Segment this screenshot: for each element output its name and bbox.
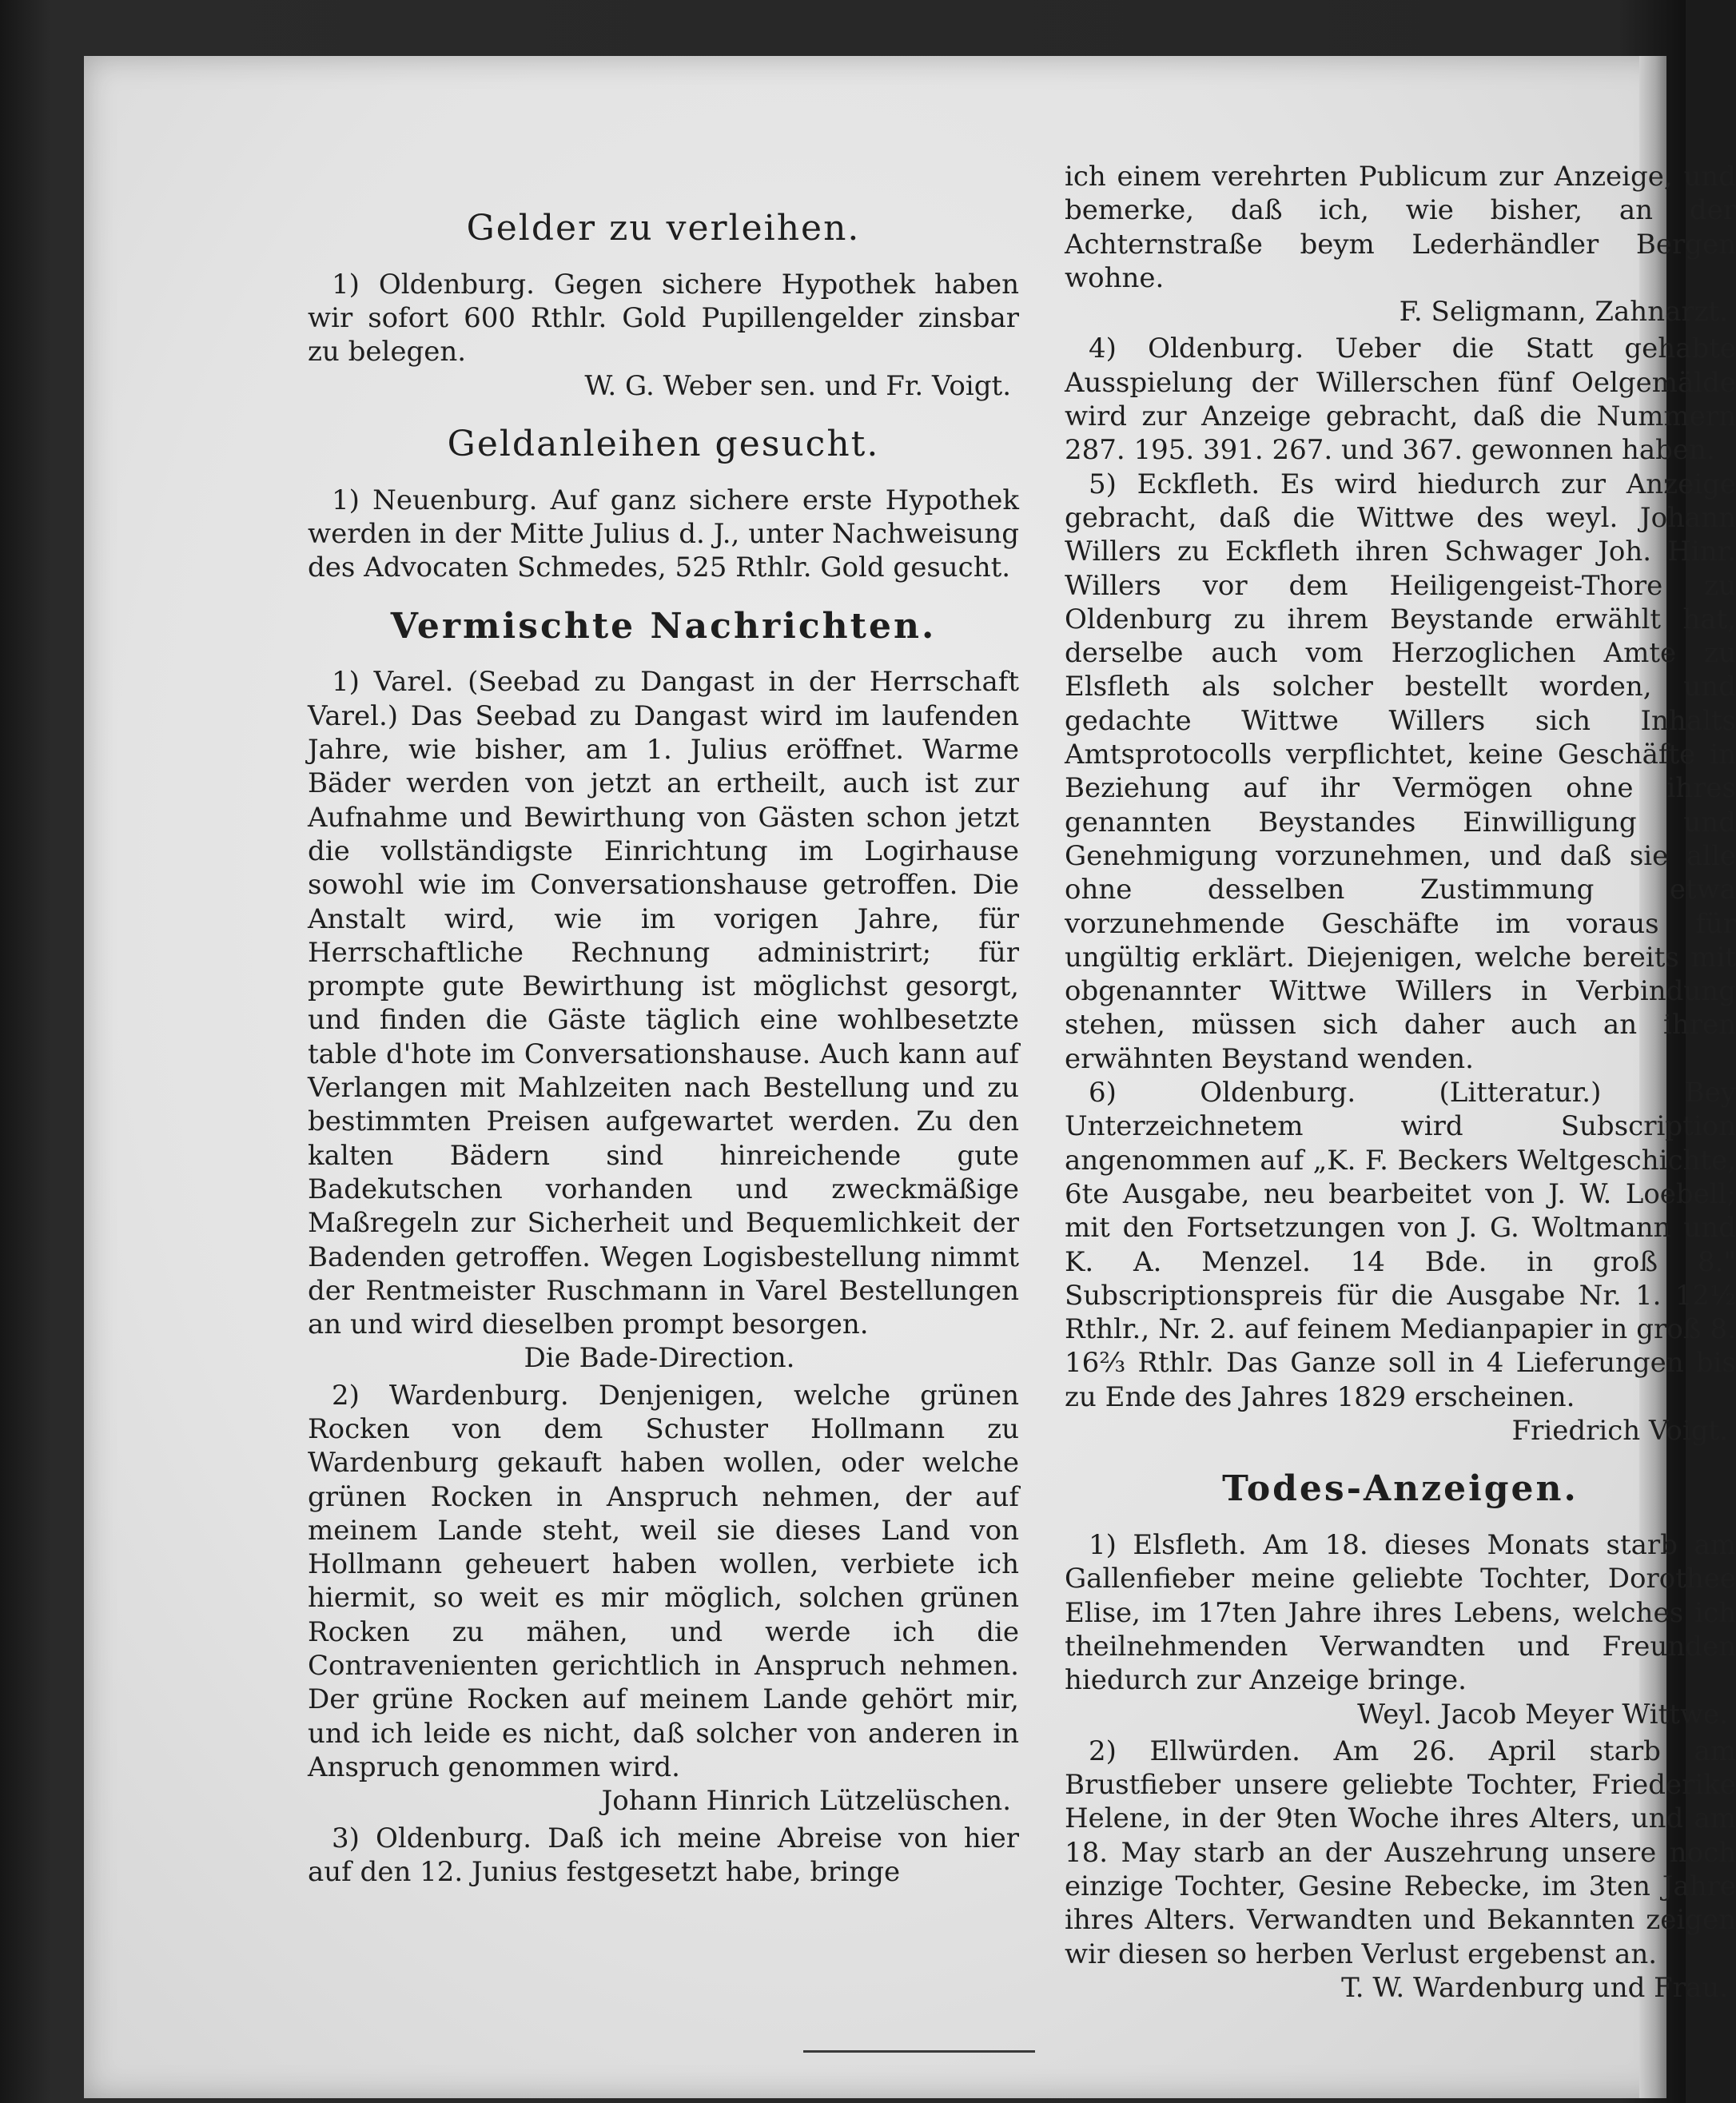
heading-todes-anzeigen: Todes-Anzeigen.	[1222, 1468, 1579, 1510]
signature-meyer-wittwe: Weyl. Jacob Meyer Wittwe.	[1357, 1698, 1728, 1731]
notice-elsfleth: 1) Elsfleth. Am 18. dieses Monats starb am Gallenfieber meine geliebte Tochter, Dorothee Elise, im 17ten Jahre ihres Lebens, welches ich theilnehmenden Verwandten und Freunden hiedurch zur Anzeige bringe.	[1065, 1529, 1736, 1697]
right-column	[1065, 160, 1736, 2008]
signature-friedrich-voigt: Friedrich Voigt.	[1511, 1414, 1728, 1447]
heading-gelder-zu-verleihen: Gelder zu verleihen.	[466, 208, 861, 249]
heading-geldanleihen-gesucht: Geldanleihen gesucht.	[447, 423, 880, 464]
signature-wardenburg: T. W. Wardenburg und Frau.	[1341, 1971, 1728, 2004]
notice-eckfleth: 5) Eckfleth. Es wird hiedurch zur Anzeige gebracht, daß die Wittwe des weyl. Johann Willers zu Eckfleth ihren Schwager Joh. Hinr. Willers vor dem Heiligengeist-Thore zu Oldenburg zu ihrem Beystande erwählt hat, derselbe auch vom Herzoglichen Amte zu Elsfleth als solcher bestellt worden, und gedachte Wittwe Willers sich Inhalts Amtsprotocolls verpflichtet, keine Geschäfte in Beziehung auf ihr Vermögen ohne ihres genannten Beystandes Einwilligung und Genehmigung vorzunehmen, und daß sie alle ohne desselben Zustimmung etwa vorzunehmende Geschäfte im voraus für ungültig erklärt. Diejenigen, welche bereits mit obgenannter Wittwe Willers in Verbindung stehen, müssen sich daher auch an ihren erwähnten Beystand wenden.	[1065, 468, 1736, 1075]
signature-bade-direction: Die Bade-Direction.	[524, 1342, 795, 1375]
closing-rule	[803, 2050, 1035, 2053]
signature-seligmann: F. Seligmann, Zahnarzt.	[1399, 296, 1728, 329]
newspaper-page	[84, 56, 1736, 2098]
signature-weber-voigt: W. G. Weber sen. und Fr. Voigt.	[584, 369, 1011, 402]
notice-ellwuerden: 2) Ellwürden. Am 26. April starb am Brustfieber unsere geliebte Tochter, Friederike Helene, in der 9ten Woche ihres Alters, und am 18. May starb an der Auszehrung unsere noch einzige Tochter, Gesine Rebecke, im 3ten Jahre ihres Alters. Verwandten und Bekannten zeigen wir diesen so herben Verlust ergebenst an.	[1065, 1735, 1736, 1970]
notice-oldenburg-abreise: 3) Oldenburg. Daß ich meine Abreise von hier auf den 12. Junius festgesetzt habe, bringe	[308, 1822, 1019, 1888]
notice-oldenburg-litteratur: 6) Oldenburg. (Litteratur.) Bey Unterzeichnetem wird Subscription angenommen auf „K. F. Beckers Weltgeschichte, 6te Ausgabe, neu bearbeitet von J. W. Loebell; mit den Fortsetzungen von J. G. Woltmann und K. A. Menzel. 14 Bde. in groß 8." Subscriptionspreis für die Ausgabe Nr. 1. 12½ Rthlr., Nr. 2. auf feinem Medianpapier in groß 8. 16⅔ Rthlr. Das Ganze soll in 4 Lieferungen bis zu Ende des Jahres 1829 erscheinen.	[1065, 1077, 1736, 1413]
signature-luetzelueschen: Johann Hinrich Lützelüschen.	[601, 1785, 1011, 1818]
heading-vermischte-nachrichten: Vermischte Nachrichten.	[390, 605, 937, 647]
notice-oldenburg-ausspielung: 4) Oldenburg. Ueber die Statt gehabte Ausspielung der Willerschen fünf Oelgemälde wird zur Anzeige gebracht, daß die Nummern 287. 195. 391. 267. und 367. gewonnen haben.	[1065, 333, 1736, 467]
notice-varel-seebad: 1) Varel. (Seebad zu Dangast in der Herrschaft Varel.) Das Seebad zu Dangast wird im laufenden Jahre, wie bisher, am 1. Julius eröffnet. Warme Bäder werden von jetzt an ertheilt, auch ist zur Aufnahme und Bewirthung von Gästen schon jetzt die vollständigste Einrichtung im Logirhause sowohl wie im Conversationshause getroffen. Die Anstalt wird, wie im vorigen Jahre, für Herrschaftliche Rechnung administrirt; für prompte gute Bewirthung ist möglichst gesorgt, und finden die Gäste täglich eine wohlbesetzte table d'hote im Conversationshause. Auch kann auf Verlangen mit Mahlzeiten nach Bestellung und zu bestimmten Preisen aufgewartet werden. Zu den kalten Bädern sind hinreichende gute Badekutschen vorhanden und zweckmäßige Maßregeln zur Sicherheit und Bequemlichkeit der Badenden getroffen. Wegen Logisbestellung nimmt der Rentmeister Ruschmann in Varel Bestellungen an und wird dieselben prompt besorgen.	[308, 666, 1019, 1341]
notice-oldenburg-abreise-continued: ich einem verehrten Publicum zur Anzeige, und bemerke, daß ich, wie bisher, an der Achternstraße beym Lederhändler Bergen wohne.	[1065, 161, 1736, 294]
notice-oldenburg-hypothek: 1) Oldenburg. Gegen sichere Hypothek haben wir sofort 600 Rthlr. Gold Pupillengelder zinsbar zu belegen.	[308, 268, 1019, 368]
notice-neuenburg: 1) Neuenburg. Auf ganz sichere erste Hypothek werden in der Mitte Julius d. J., unter Nachweisung des Advocaten Schmedes, 525 Rthlr. Gold gesucht.	[308, 484, 1019, 584]
notice-wardenburg-rocken: 2) Wardenburg. Denjenigen, welche grünen Rocken von dem Schuster Hollmann zu Wardenburg gekauft haben wollen, oder welche grünen Rocken in Anspruch nehmen, der auf meinem Lande steht, weil sie dieses Land von Hollmann geheuert haben wollen, verbiete ich hiermit, so weit es mir möglich, solchen grünen Rocken zu mähen, und werde ich die Contravenienten gerichtlich in Anspruch nehmen. Der grüne Rocken auf meinem Lande gehört mir, und ich leide es nicht, daß solcher von anderen in Anspruch genommen wird.	[308, 1379, 1019, 1783]
left-column	[308, 160, 1019, 1889]
